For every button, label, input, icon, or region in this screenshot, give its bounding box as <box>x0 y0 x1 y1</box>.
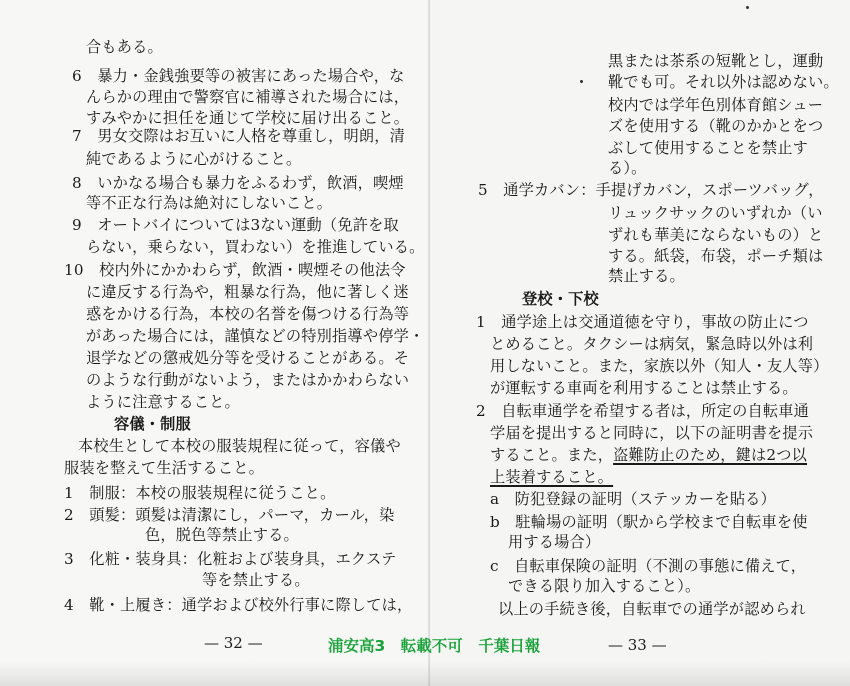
left-line-9: 9 オートバイについては3ない運動（免許を取 <box>72 216 399 234</box>
left-line-15: 退学などの懲戒処分等を受けることがある。そ <box>86 349 410 367</box>
right-line-2: 靴でも可。それ以外は認めない。 <box>608 73 839 91</box>
left-line-13: 惑をかける行為，本校の名誉を傷つける行為等 <box>86 305 410 323</box>
copyright-stamp: 浦安高3 転載不可 千葉日報 <box>328 637 541 655</box>
left-page-number: — 32 — <box>204 634 263 652</box>
right-line-11: 禁止する。 <box>608 267 685 285</box>
right-page-number: — 33 — <box>608 636 667 654</box>
right-line-14: とめること。タクシーは病気，緊急時以外は利 <box>490 335 814 353</box>
right-line-9: ずれも華美にならないもの）と <box>608 226 824 244</box>
right-line-18: 学届を提出すると同時に，以下の証明書を提示 <box>490 424 814 442</box>
right-line-3: 校内では学年色別体育館シュー <box>608 96 824 114</box>
right-line-16: が運転する車両を利用することは禁止する。 <box>490 379 798 397</box>
left-line-22: 2 頭髪：頭髪は清潔にし，パーマ，カール，染 <box>64 506 395 524</box>
left-line-21: 1 制服：本校の服装規程に従うこと。 <box>64 484 336 502</box>
section-heading-uniform: 容儀・制服 <box>114 415 191 433</box>
left-line-3: んらかの理由で警察官に補導された場合には， <box>86 88 410 106</box>
right-line-4: ズを使用する（靴のかかとをつ <box>608 117 824 135</box>
left-line-17: ように注意すること。 <box>86 393 240 411</box>
left-line-20: 服装を整えて生活すること。 <box>64 459 265 477</box>
right-line-final: 以上の手続き後，自転車での通学が認められ <box>498 600 806 618</box>
right-line-a: a 防犯登録の証明（ステッカーを貼る） <box>490 490 776 508</box>
right-line-15: 用しないこと。また，家族以外（知人・友人等） <box>490 357 829 375</box>
left-line-26: 4 靴・上履き：通学および校外行事に際しては， <box>64 596 413 614</box>
stray-mark <box>580 80 583 83</box>
corner-mark <box>746 6 749 9</box>
left-line-25: 等を禁止する。 <box>202 571 310 589</box>
left-line-23: 色，脱色等禁止する。 <box>145 526 299 544</box>
left-line-4: すみやかに担任を通じて学校に届け出ること。 <box>86 109 410 127</box>
right-line-c: c 自転車保険の証明（不測の事態に備えて， <box>490 557 807 575</box>
left-line-19: 本校生として本校の服装規程に従って，容儀や <box>78 437 401 455</box>
left-line-24: 3 化粧・装身具：化粧および装身具，エクステ <box>64 550 397 568</box>
left-line-5: 7 男女交際はお互いに人格を尊重し，明朗，清 <box>72 127 406 145</box>
left-line-2: 6 暴力・金銭強要等の被害にあった場合や，な <box>72 67 405 85</box>
right-line-8: リュックサックのいずれか（い <box>608 204 823 222</box>
right-line-b-cont: 用する場合） <box>508 533 601 551</box>
right-line-5: ぶして使用することを禁止す <box>608 139 809 157</box>
left-line-11: 10 校内外にかかわらず，飲酒・喫煙その他法令 <box>64 261 406 279</box>
right-page <box>430 0 850 686</box>
right-line-10: する。紙袋，布袋，ポーチ類は <box>608 247 824 265</box>
anti-theft-note: 盗難防止のため，鍵は2つ以 <box>613 446 808 464</box>
right-line-c-cont: できる限り加入すること）。 <box>508 577 701 595</box>
left-line-1: 合もある。 <box>86 38 163 56</box>
scan-edge-shadow <box>0 662 850 686</box>
right-line-13: 1 通学途上は交通道徳を守り，事故の防止につ <box>476 313 809 331</box>
section-heading-commute: 登校・下校 <box>522 290 599 308</box>
right-line-6: る）。 <box>608 159 647 177</box>
right-line-7: 5 通学カバン：手提げカバン，スポーツバッグ， <box>478 181 824 199</box>
right-line-17: 2 自転車通学を希望する者は，所定の自転車通 <box>476 402 810 420</box>
left-line-14: があった場合には，謹慎などの特別指導や停学・ <box>86 327 425 345</box>
right-line-19-text: すること。また， <box>490 446 614 464</box>
left-line-8: 等不正な行為は絶対にしないこと。 <box>86 194 333 212</box>
left-line-16: のような行動がないよう，またはかかわらない <box>86 371 410 389</box>
anti-theft-note-continued: 上装着すること。 <box>490 468 614 486</box>
right-line-b: b 駐輪場の証明（駅から学校まで自転車を使 <box>490 513 808 531</box>
left-line-7: 8 いかなる場合も暴力をふるわず，飲酒，喫煙 <box>72 174 404 192</box>
left-line-12: に違反する行為や，粗暴な行為，他に著しく迷 <box>86 283 409 301</box>
right-line-1: 黒または茶系の短靴とし，運動 <box>608 52 824 70</box>
left-line-10: らない，乗らない，買わない）を推進している。 <box>86 238 425 256</box>
right-line-19 <box>490 445 807 465</box>
left-line-6: 純であるように心がけること。 <box>86 150 302 168</box>
